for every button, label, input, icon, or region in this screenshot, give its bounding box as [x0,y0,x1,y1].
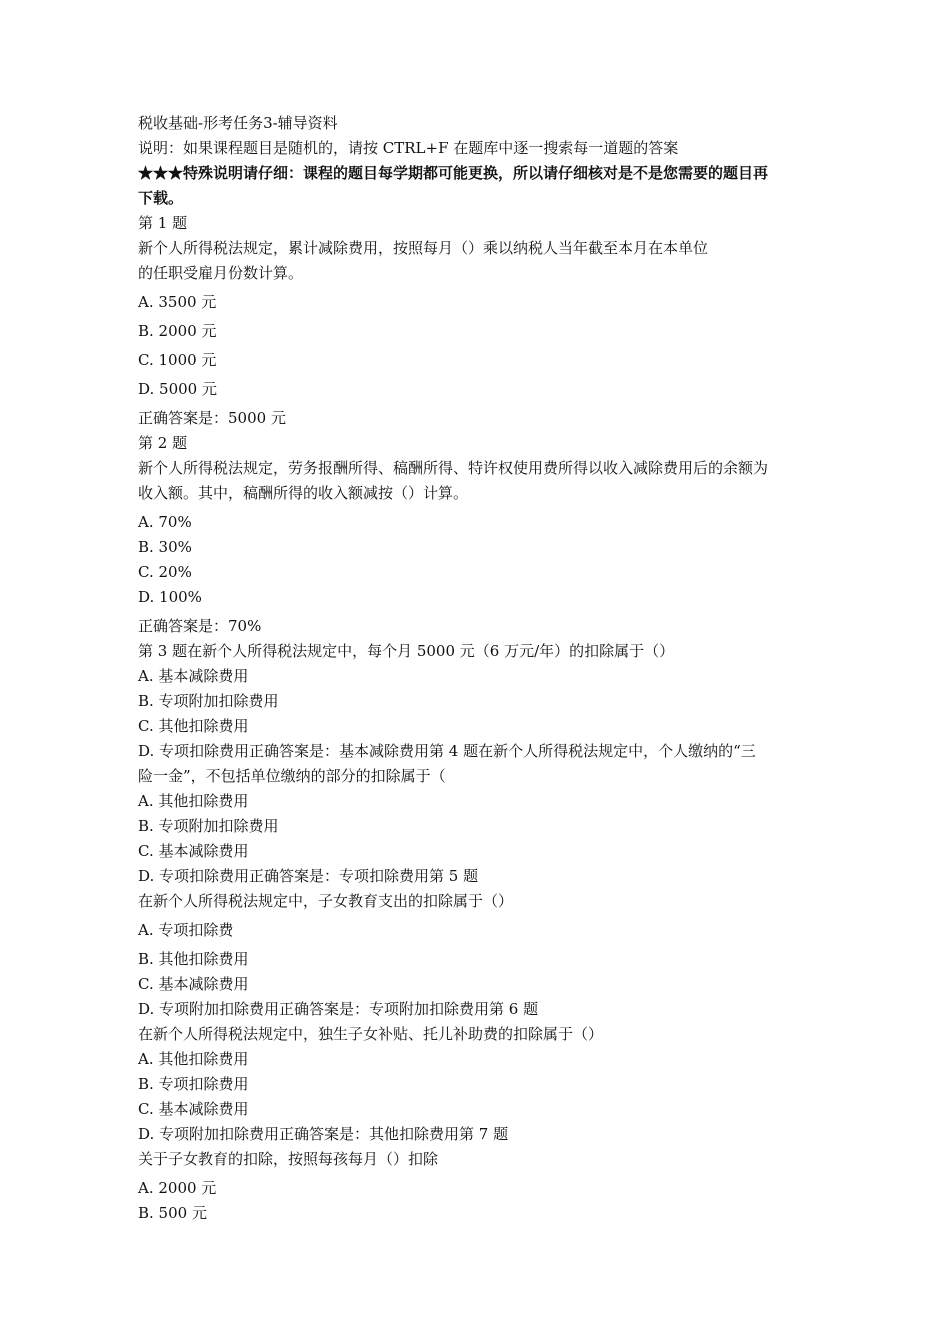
question-2-stem-cont: 收入额。其中，稿酬所得的收入额减按（）计算。 [138,484,469,502]
question-6-option-c: C. 基本减除费用 [138,1100,249,1118]
question-6-option-b: B. 专项扣除费用 [138,1075,249,1093]
question-3-option-a: A. 基本减除费用 [138,667,249,685]
question-2-stem: 新个人所得税法规定，劳务报酬所得、稿酬所得、特许权使用费所得以收入减除费用后的余额为 [138,459,769,477]
question-3-option-b: B. 专项附加扣除费用 [138,692,279,710]
question-4-stem-cont: 险一金”，不包括单位缴纳的部分的扣除属于（ [138,767,446,785]
question-4-option-b: B. 专项附加扣除费用 [138,817,279,835]
document-title: 税收基础-形考任务3-辅导资料 [138,114,338,132]
question-4-option-d: D. 专项扣除费用正确答案是：专项扣除费用第 5 题 [138,867,479,885]
search-note: 说明：如果课程题目是随机的，请按 CTRL+F 在题库中逐一搜索每一道题的答案 [138,139,679,157]
question-1-stem-cont: 的任职受雇月份数计算。 [138,264,304,282]
question-7-option-b: B. 500 元 [138,1204,207,1222]
question-4-option-a: A. 其他扣除费用 [138,792,249,810]
question-1-option-c: C. 1000 元 [138,351,217,369]
document-body [138,111,818,1226]
question-1-option-b: B. 2000 元 [138,322,217,340]
question-2-option-a: A. 70% [138,513,192,531]
question-2-heading: 第 2 题 [138,434,188,452]
question-1-option-d: D. 5000 元 [138,380,217,398]
question-6-stem: 在新个人所得税法规定中，独生子女补贴、托儿补助费的扣除属于（） [138,1025,604,1043]
question-5-stem: 在新个人所得税法规定中，子女教育支出的扣除属于（） [138,892,514,910]
question-3-stem: 第 3 题在新个人所得税法规定中，每个月 5000 元（6 万元/年）的扣除属于（） [138,642,675,660]
question-2-option-c: C. 20% [138,563,192,581]
question-1-option-a: A. 3500 元 [138,293,217,311]
question-6-option-a: A. 其他扣除费用 [138,1050,249,1068]
question-2-option-b: B. 30% [138,538,192,556]
question-3-option-d: D. 专项扣除费用正确答案是：基本减除费用第 4 题在新个人所得税法规定中，个人缴纳的“三 [138,742,756,760]
question-5-option-a: A. 专项扣除费 [138,921,234,939]
question-4-option-c: C. 基本减除费用 [138,842,249,860]
question-1-heading: 第 1 题 [138,214,188,232]
question-6-option-d: D. 专项附加扣除费用正确答案是：其他扣除费用第 7 题 [138,1125,509,1143]
question-2-answer: 正确答案是：70% [138,617,262,635]
question-1-answer: 正确答案是：5000 元 [138,409,286,427]
special-note-line-1: ★★★特殊说明请仔细：课程的题目每学期都可能更换，所以请仔细核对是不是您需要的题目再 [138,164,769,182]
special-note-line-2: 下载。 [138,189,184,207]
question-7-stem: 关于子女教育的扣除，按照每孩每月（）扣除 [138,1150,439,1168]
question-5-option-d: D. 专项附加扣除费用正确答案是：专项附加扣除费用第 6 题 [138,1000,539,1018]
question-3-option-c: C. 其他扣除费用 [138,717,249,735]
question-5-option-b: B. 其他扣除费用 [138,950,249,968]
question-1-stem: 新个人所得税法规定，累计减除费用，按照每月（）乘以纳税人当年截至本月在本单位 [138,239,709,257]
question-2-option-d: D. 100% [138,588,202,606]
question-7-option-a: A. 2000 元 [138,1179,217,1197]
question-5-option-c: C. 基本减除费用 [138,975,249,993]
